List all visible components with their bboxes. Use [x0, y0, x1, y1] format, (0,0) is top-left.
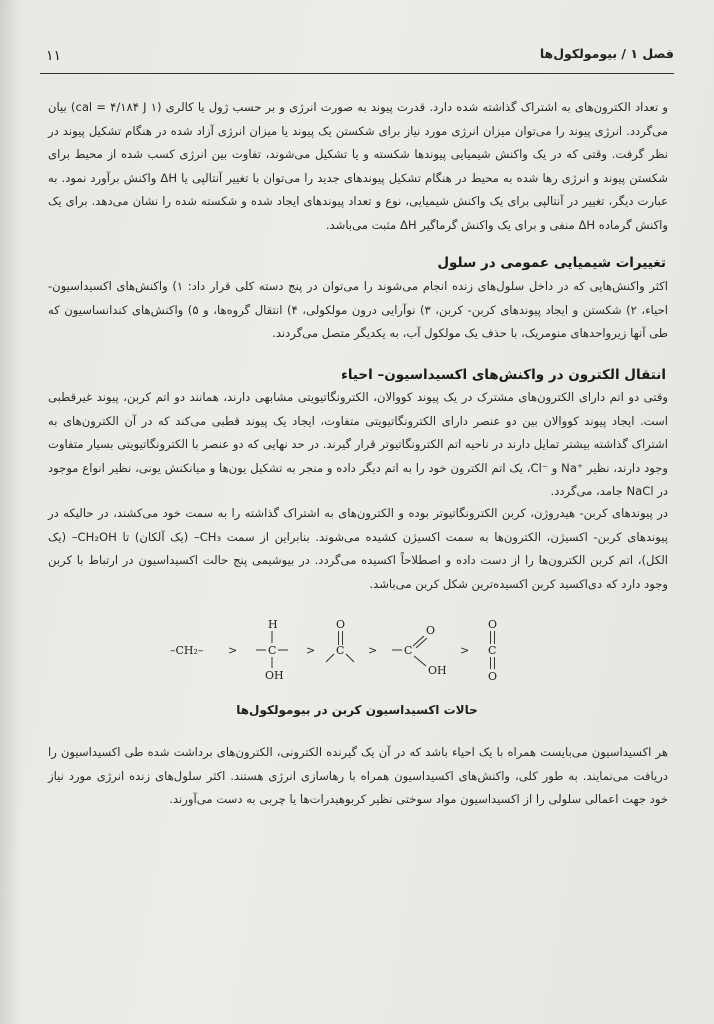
page-number: ۱۱ [46, 48, 62, 64]
oxidation-states-svg [170, 616, 520, 686]
paragraph-text: و تعداد الکترون‌های به اشتراک گذاشته شده دارد. قدرت پیوند به صورت انرژی و بر حسب ژول یا کالری (cal = ۴/۱۸۴ J ۱) بیان می‌گردد. انرژی پیوند را می‌توان میزان انرژی مورد نیاز برای شکستن یک پیوند یا میزان انرژی آزاد شده در هنگام تشکیل پیوند در نظر گرفت. وقتی که در یک واکنش شیمیایی پیوندها شکسته و یا تشکیل می‌شوند، تفاوت بین انرژی کسب شده از محیط برای شکستن پیوند و انرژی رها شده به محیط در هنگام تشکیل پیوندهای جدید را می‌توان با تغییر آنتالپی یا ΔH واکنش برآورد نمود. به عبارت دیگر، تغییر در آنتالپی برای یک واکنش شیمیایی، نوع و تعداد پیوندهای ایجاد شده و شکسته شده را نشان می‌دهد. برای یک واکنش گرماده ΔH منفی و برای یک واکنش گرماگیر ΔH مثبت می‌باشد. [48, 100, 668, 232]
atom-o-bottom: O [488, 670, 498, 683]
bond-acid-oh [414, 656, 426, 666]
atom-c-alcohol: C [268, 644, 277, 657]
greater-than-4: > [460, 644, 470, 657]
bond-ketone-left [326, 654, 334, 662]
paragraph-polar-bonds [48, 386, 668, 504]
paragraph-text: اکثر واکنش‌هایی که در داخل سلول‌های زنده انجام می‌شوند را می‌توان در پنج دسته کلی قرار داد: ۱) واکنش‌های اکسیداسیون-احیاء، ۲) شکستن و ایجاد پیوندهای کربن- کربن، ۳) نوآرایی درون مولکولی، ۴) انتقال گروه‌ها، و ۵) واکنش‌های کندانساسیون که طی آنها زیرواحدهای منومریک، با حذف یک مولکول آب، به یکدیگر متصل می‌گردند. [48, 279, 668, 340]
atom-c-acid: C [404, 644, 413, 657]
group-oh: OH [265, 669, 284, 682]
greater-than-2: > [306, 644, 316, 657]
atom-h: H [268, 618, 278, 631]
atom-c-ketone: C [336, 644, 345, 657]
greater-than-1: > [228, 644, 238, 657]
page-header [40, 38, 674, 74]
paragraph-reaction-classes [48, 275, 668, 346]
paragraph-carbon-oxidation [48, 502, 668, 596]
paragraph-bond-energy [48, 96, 668, 237]
chapter-title: فصل ۱ / بیومولکول‌ها [539, 46, 674, 61]
greater-than-3: > [368, 644, 378, 657]
header-rule [40, 73, 674, 74]
page-gutter-shadow [0, 0, 22, 1024]
atom-o-acid: O [426, 624, 436, 637]
group-oh-acid: OH [428, 664, 447, 677]
paragraph-text: وقتی دو اتم دارای الکترون‌های مشترک در یک پیوند کووالان، الکترونگاتیویتی مشابهی دارند، همانند دو اتم کربن، پیوند غیرقطبی است. ایجاد پیوند کووالان بین دو عنصر دارای الکترونگاتیویتی متفاوت، ایجاد یک پیوند قطبی می‌کند که در آن الکترون‌های به اشتراک گذاشته بیشتر تمایل دارند در ناحیه اتم الکترونگاتیوتر قرار گیرند. در حد نهایی که دو عنصر با الکترونگاتیویتی بسیار متفاوت وجود دارند، نظیر ⁺Na و ⁻Cl، یک اتم الکترون خود را به اتم دیگر داده و منجر به تشکیل یون‌ها و میانکنش یونی، نظیر انواع موجود در NaCl جامد، می‌گردد. [48, 390, 669, 498]
paragraph-redox-energy [48, 741, 668, 812]
double-bond-acid-a [413, 636, 424, 646]
structure-methylene: –CH₂– [170, 644, 204, 657]
atom-c-co2: C [488, 644, 497, 657]
oxidation-states-figure [170, 616, 520, 686]
bond-ketone-right [346, 654, 354, 662]
heading-electron-transfer: انتقال الکترون در واکنش‌های اکسیداسیون– احیاء [340, 367, 666, 383]
double-bond-acid-b [416, 638, 427, 648]
heading-chemical-changes: تغییرات شیمیایی عمومی در سلول [437, 255, 666, 271]
paragraph-text: هر اکسیداسیون می‌بایست همراه با یک احیاء باشد که در آن یک گیرنده الکترونی، الکترون‌های برداشت شده طی اکسیداسیون را دریافت می‌نمایند. به طور کلی، واکنش‌های اکسیداسیون همراه با رهاسازی انرژی هستند. اکثر سلول‌های زنده انرژی مورد نیاز خود جهت اعمالی سلولی را از اکسیداسیون مواد سوختی نظیر کربوهیدرات‌ها یا چربی به دست می‌آورند. [48, 745, 668, 806]
figure-caption: حالات اکسیداسیون کربن در بیومولکول‌ها [236, 703, 478, 717]
paragraph-text: در پیوندهای کربن- هیدروژن، کربن الکترونگاتیوتر بوده و الکترون‌های به اشتراک گذاشته را به سمت خود می‌کشند، در حالیکه در پیوندهای کربن- اکسیژن، الکترون‌ها به سمت اکسیژن کشیده می‌شوند. بنابراین از سمت CH₃– (یک آلکان) تا CH₂OH– (یک الکل)، اتم کربن الکترون‌ها را از دست داده و اصطلاحاً اکسیده می‌گردد. در بیوشیمی پنج حالت اکسیداسیون در ارتباط با کربن وجود دارد که دی‌اکسید کربن اکسیده‌ترین شکل کربن می‌باشد. [48, 506, 668, 591]
atom-o-ketone: O [336, 618, 346, 631]
atom-o-top: O [488, 618, 498, 631]
